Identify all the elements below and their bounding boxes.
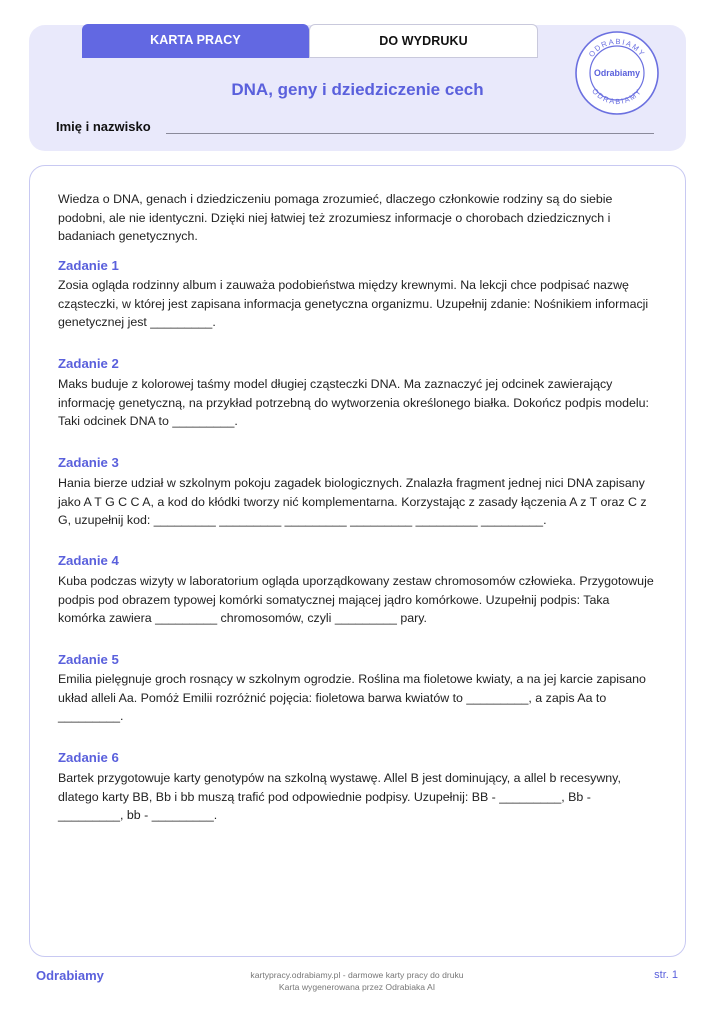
task-2-body: Maks buduje z kolorowej taśmy model długiej cząsteczki DNA. Ma zaznaczyć jej odcinek zawierający informację genetyczną, na przykład potrzebną do wytworzenia określonego białka. Dokończ podpis modelu: Taki odcinek DNA to _________. <box>58 377 649 428</box>
footer-brand: Odrabiamy <box>36 968 104 983</box>
task-6-title: Zadanie 6 <box>58 750 119 765</box>
tab-karta-pracy[interactable]: KARTA PRACY <box>82 24 309 58</box>
tab-do-wydruku[interactable]: DO WYDRUKU <box>309 24 538 58</box>
task-1-body: Zosia ogląda rodzinny album i zauważa podobieństwa między krewnymi. Na lekcji chce podpisać nazwę cząsteczki, w której jest zapisana informacja genetyczna organizmu. Uzupełnij zdanie: Nośnikiem informacji genetycznej jest _________. <box>58 278 649 329</box>
task-4-body: Kuba podczas wizyty w laboratorium ogląda uporządkowany zestaw chromosomów człowieka. Przygotowuje podpis pod obrazem typowej komórki somatycznej mającej jądro komórkowe. Uzupełnij podpis: Taka komórka zawiera _________ chromosomów, czyli _________ pary. <box>58 574 654 625</box>
page-title: DNA, geny i dziedziczenie cech <box>231 80 484 99</box>
footer-site-link[interactable]: kartypracy.odrabiamy.pl - darmowe karty pracy do druku <box>250 970 464 980</box>
stamp-arc-bottom-text: ODRABIAMY <box>590 86 644 107</box>
task-3-body: Hania bierze udział w szkolnym pokoju zagadek biologicznych. Znalazła fragment jednej nici DNA zapisany jako A T G C C A, a kod do kłódki tworzy nić komplementarna. Korzystając z zasady łączenia A z T oraz C z G, uzupełnij kod: _________ _________ _________ _________ _________ _________. <box>58 476 647 527</box>
task-4-title: Zadanie 4 <box>58 553 119 568</box>
task-5-body: Emilia pielęgnuje groch rosnący w szkolnym ogrodzie. Roślina ma fioletowe kwiaty, a na jej karcie zapisano układ alleli Aa. Pomóż Emilii rozróżnić pojęcia: fioletowa barwa kwiatów to _________, a zapis Aa to _________. <box>58 672 646 723</box>
task-6-body: Bartek przygotowuje karty genotypów na szkolną wystawę. Allel B jest dominujący, a allel b recesywny, dlatego karty BB, Bb i bb muszą trafić pod odpowiednie podpisy. Uzupełnij: BB - _________, Bb - _________, bb - _________. <box>58 771 621 822</box>
task-3-title: Zadanie 3 <box>58 455 119 470</box>
stamp-center-text: Odrabiamy <box>594 68 640 78</box>
odrabiamy-stamp-logo <box>574 30 660 116</box>
stamp-arc-top-text: ODRABIAMY <box>586 36 648 59</box>
name-label: Imię i nazwisko <box>56 119 151 134</box>
task-2-title: Zadanie 2 <box>58 356 119 371</box>
footer-generated-note: Karta wygenerowana przez Odrabiaka AI <box>278 982 436 992</box>
task-5-title: Zadanie 5 <box>58 652 119 667</box>
page-number: str. 1 <box>654 969 678 981</box>
intro-text: Wiedza o DNA, genach i dziedziczeniu pomaga zrozumieć, dlaczego członkowie rodziny są do siebie podobni, ale nie identyczni. Dzięki niej łatwiej też zrozumiesz informacje o chorobach dziedzicznych i badaniach genetycznych. <box>58 192 613 243</box>
footer-info <box>0 969 714 993</box>
name-input-line[interactable] <box>166 133 654 134</box>
task-1-title: Zadanie 1 <box>58 258 119 273</box>
